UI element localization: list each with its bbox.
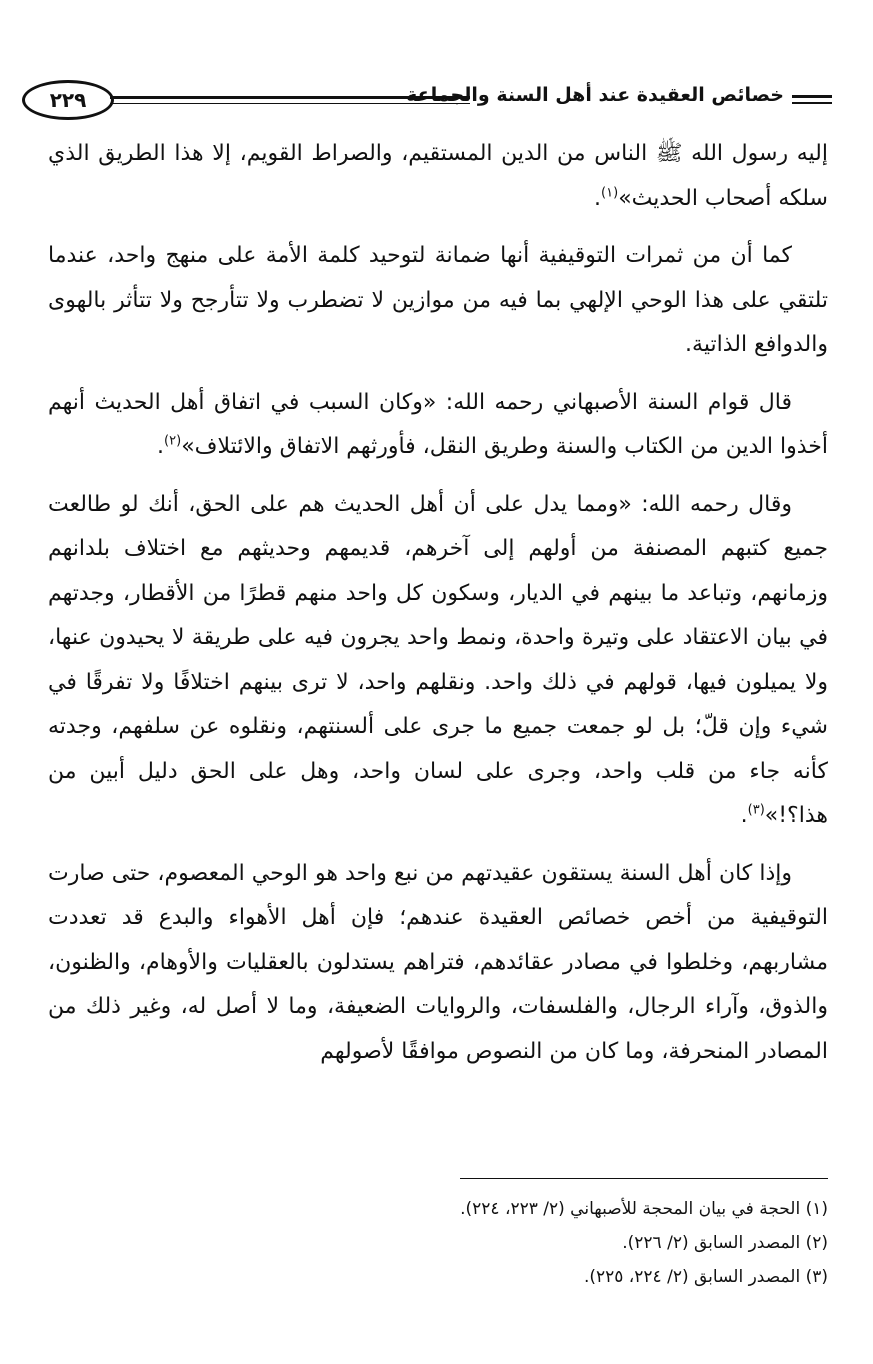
page-number: ٢٢٩ [22,80,114,120]
paragraph-text: وإذا كان أهل السنة يستقون عقيدتهم من نبع واحد هو الوحي المعصوم، حتى صارت التوقيفية من أخص خصائص العقيدة عندهم؛ فإن أهل الأهواء والبدع قد تعددت مشاربهم، وخلطوا في مصادر عقائدهم، فتراهم يستدلون بالعقليات والأوهام، والظنون، والذوق، وآراء الرجال، والفلسفات، والروايات الضعيفة، وما لا أصل له، وغير ذلك من المصادر المنحرفة، وما كان من النصوص موافقًا لأصولهم [48,860,828,1064]
paragraph-text: إليه رسول الله ﷺ الناس من الدين المستقيم، والصراط القويم، إلا هذا الطريق الذي سلكه أصحاب الحديث» [48,141,828,211]
paragraph-5 [48,852,828,1075]
footnote-separator [460,1178,828,1179]
paragraph-4 [48,483,828,839]
paragraph-text: كما أن من ثمرات التوقيفية أنها ضمانة لتوحيد كلمة الأمة على منهج واحد، عندما تلتقي على هذا الوحي الإلهي بما فيه من موازين لا تضطرب ولا تتأرجح ولا تتأثر بالهوى والدوافع الذاتية. [48,243,828,357]
paragraph-3 [48,381,828,470]
header-title: خصائص العقيدة عند أهل السنة والجماعة [406,84,784,106]
footnote-ref-2[interactable]: (٢) [164,433,182,449]
paragraph-text: وقال رحمه الله: «ومما يدل على أن أهل الحديث هم على الحق، أنك لو طالعت جميع كتبهم المصنفة من أولهم إلى آخرهم، قديمهم وحديثهم مع اختلاف بلدانهم وزمانهم، وتباعد ما بينهم في الديار، وسكون كل واحد منهم قطرًا من الأقطار، وجدتهم في بيان الاعتقاد على وتيرة واحدة، ونمط واحد يجرون فيه على طريقة لا يحيدون عنها، ولا يميلون فيها، قولهم في ذلك واحد. ونقلهم واحد، لا ترى بينهم اختلافًا ولا تفرقًا في شيء وإن قلّ؛ بل لو جمعت جميع ما جرى على ألسنتهم، ونقلوه عن سلفهم، وجدته كأنه جاء من قلب واحد، وجرى على لسان واحد، وهل على الحق دليل أبين من هذا؟!» [48,491,828,828]
running-header [22,78,832,128]
footnote-3: (٣) المصدر السابق (٢/ ٢٢٤، ٢٢٥). [583,1267,828,1287]
paragraph-tail: . [594,185,602,211]
footnote-ref-3[interactable]: (٣) [747,802,765,818]
paragraph-tail: . [157,434,165,459]
paragraph-2 [48,234,828,368]
footnotes [48,1192,828,1294]
header-mark [792,95,832,98]
paragraph-1 [48,132,828,221]
paragraph-text: قال قوام السنة الأصبهاني رحمه الله: «وكان السبب في اتفاق أهل الحديث أنهم أخذوا الدين من الكتاب والسنة وطريق النقل، فأورثهم الاتفاق والائتلاف» [48,389,828,459]
footnote-ref-1[interactable]: (١) [601,185,619,201]
header-mark-thin [792,102,832,104]
main-text [48,132,828,1087]
footnote-1: (١) الحجة في بيان المحجة للأصبهاني (٢/ ٢٢٣، ٢٢٤). [460,1199,828,1219]
paragraph-tail: . [740,803,748,828]
footnote-2: (٢) المصدر السابق (٢/ ٢٢٦). [622,1233,828,1253]
